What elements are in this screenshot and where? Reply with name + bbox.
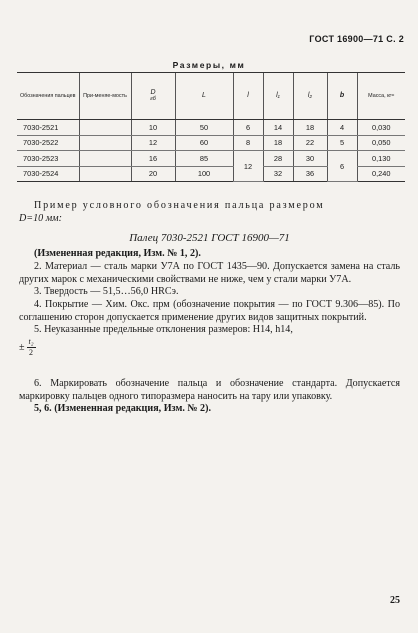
cell-designation: 7030-2523 bbox=[17, 151, 79, 167]
example-dim-text: D=10 мм: bbox=[19, 212, 62, 224]
cell-b: 5 bbox=[327, 135, 357, 151]
col-D bbox=[131, 73, 175, 120]
cell-b: 4 bbox=[327, 120, 357, 136]
tolerance-fraction bbox=[27, 337, 36, 358]
cell-mass: 0,240 bbox=[357, 166, 405, 182]
revision-note-2: 5, 6. (Измененная редакция, Изм. № 2). bbox=[34, 403, 211, 415]
cell-applicability bbox=[79, 120, 131, 136]
table-header-row bbox=[17, 73, 405, 120]
cell-l2: 18 bbox=[293, 120, 327, 136]
cell-l1: 18 bbox=[263, 135, 293, 151]
table-row bbox=[17, 120, 405, 136]
cell-L: 100 bbox=[175, 166, 233, 182]
cell-l: 8 bbox=[233, 135, 263, 151]
col-l1: l₁ bbox=[263, 73, 293, 120]
cell-D: 12 bbox=[131, 135, 175, 151]
cell-applicability bbox=[79, 135, 131, 151]
cell-mass: 0,030 bbox=[357, 120, 405, 136]
cell-applicability bbox=[79, 151, 131, 167]
cell-designation: 7030-2524 bbox=[17, 166, 79, 182]
cell-mass: 0,050 bbox=[357, 135, 405, 151]
table-row bbox=[17, 135, 405, 151]
example-dimension bbox=[19, 213, 400, 226]
item-5-tolerance bbox=[19, 337, 400, 358]
example-intro bbox=[19, 200, 400, 213]
body-text bbox=[19, 200, 400, 416]
standard-header: ГОСТ 16900—71 С. 2 bbox=[309, 34, 404, 44]
col-L: L bbox=[175, 73, 233, 120]
cell-designation: 7030-2522 bbox=[17, 135, 79, 151]
table-row bbox=[17, 151, 405, 167]
col-mass: Масса, кг≈ bbox=[357, 73, 405, 120]
fraction-denominator: 2 bbox=[29, 348, 34, 358]
cell-l2: 36 bbox=[293, 166, 327, 182]
cell-mass: 0,130 bbox=[357, 151, 405, 167]
item-4: 4. Покрытие — Хим. Окс. прм (обозначение покрытия — по ГОСТ 9.306—85). По соглашению сторон допускается применение других видов защитных покрытий. bbox=[19, 298, 400, 323]
revision-note-1: (Измененная редакция, Изм. № 1, 2). bbox=[34, 248, 201, 260]
plus-minus: ± bbox=[19, 341, 25, 353]
col-applicability: При-меняе-мость bbox=[79, 73, 131, 120]
spacer bbox=[19, 358, 400, 378]
cell-l2: 30 bbox=[293, 151, 327, 167]
item-3: 3. Твердость — 51,5…56,0 HRCэ. bbox=[34, 286, 179, 298]
example-designation: Палец 7030-2521 ГОСТ 16900—71 bbox=[129, 232, 290, 245]
col-l2: l₂ bbox=[293, 73, 327, 120]
table-caption: Размеры, мм bbox=[172, 60, 246, 70]
cell-l1: 32 bbox=[263, 166, 293, 182]
page-number: 25 bbox=[390, 595, 400, 606]
cell-D: 20 bbox=[131, 166, 175, 182]
sizes-table bbox=[17, 72, 405, 182]
col-designation: Обозначения пальцев bbox=[17, 73, 79, 120]
fraction-numerator: t₂ bbox=[28, 337, 34, 347]
cell-l2: 22 bbox=[293, 135, 327, 151]
item-2: 2. Материал — сталь марки У7А по ГОСТ 1435—90. Допускается замена на сталь других марок с механическими свойствами не ниже, чем у стали марки У7А. bbox=[19, 260, 400, 285]
example-intro-text: Пример условного обозначения пальца размером bbox=[34, 200, 325, 211]
cell-L: 60 bbox=[175, 135, 233, 151]
cell-b-merged: 6 bbox=[327, 151, 357, 182]
cell-designation: 7030-2521 bbox=[17, 120, 79, 136]
cell-D: 10 bbox=[131, 120, 175, 136]
cell-l-merged: 12 bbox=[233, 151, 263, 182]
cell-D: 16 bbox=[131, 151, 175, 167]
cell-applicability bbox=[79, 166, 131, 182]
col-D-sub: гб bbox=[150, 96, 156, 102]
col-D-main: D bbox=[150, 88, 156, 96]
cell-l: 6 bbox=[233, 120, 263, 136]
cell-l1: 14 bbox=[263, 120, 293, 136]
cell-l1: 28 bbox=[263, 151, 293, 167]
item-5: 5. Неуказанные предельные отклонения размеров: H14, h14, bbox=[34, 324, 293, 336]
cell-L: 50 bbox=[175, 120, 233, 136]
item-6: 6. Маркировать обозначение пальца и обозначение стандарта. Допускается маркировку пальцев одного типоразмера наносить на тару или упаковку. bbox=[19, 378, 400, 402]
col-l: l bbox=[233, 73, 263, 120]
cell-L: 85 bbox=[175, 151, 233, 167]
col-b: b bbox=[327, 73, 357, 120]
